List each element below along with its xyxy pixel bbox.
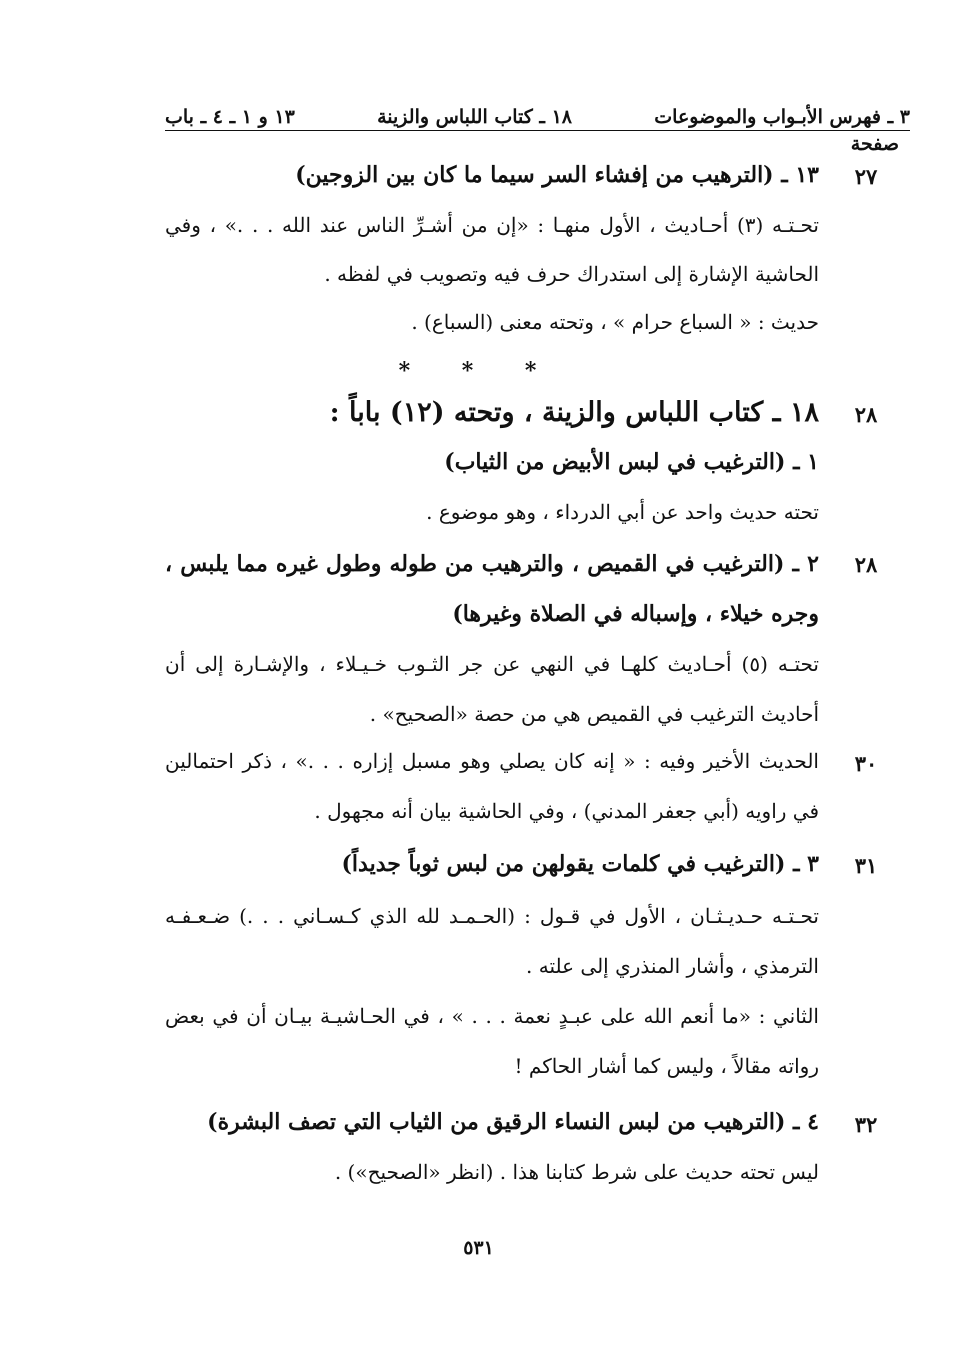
- entry-page-number: ٢٨: [854, 552, 878, 577]
- section-separator: * * *: [398, 358, 559, 384]
- book-heading: ١٨ ـ كتاب اللباس والزينة ، وتحته (١٢) باباً :: [329, 397, 819, 428]
- entry-text-line: الحاشية الإشارة إلى استدراك حرف فيه وتصويب في لفظه .: [324, 262, 819, 286]
- header-rule: [165, 130, 910, 131]
- entry-text-line: تحتـه (٥) أحـاديث كلهـا في النهي عن جر الثـوب خـيـلاء ، والإشـارة إلى أن: [165, 652, 819, 676]
- page-column-label: صفحة: [850, 133, 899, 155]
- entry-text-line: تحـتـه (٣) أحـاديث ، الأول منهـا : «إن من أشـرِّ الناس عند الله . . .» ، وفي: [165, 213, 819, 237]
- entry-page-number: ٣٢: [854, 1112, 878, 1137]
- entry-heading: ٣ ـ (الترغيب في كلمات يقولهن من لبس ثوباً جديداً): [341, 851, 819, 877]
- entry-heading: ٤ ـ (الترهيب من لبس النساء الرقيق من الثياب التي تصف البشرة): [207, 1109, 819, 1135]
- entry-text-line: تحته حديث واحد عن أبي الدرداء ، وهو موضوع .: [426, 500, 819, 524]
- entry-heading: ٢ ـ (الترغيب في القميص ، والترهيب من طوله وطول غيره مما يلبس ،: [165, 551, 819, 577]
- entry-heading: ١٣ ـ (الترهيب من إفشاء السر سيما ما كان بين الزوجين): [295, 162, 819, 188]
- page-number: ٥٣١: [463, 1237, 494, 1259]
- header-chapter-range: ١٣ و ١ ـ ٤ ـ باب: [165, 106, 295, 128]
- entry-text-line: الثاني : «ما أنعم الله على عبـدٍ نعمة . . . » ، في الحـاشيـة بيـان أن في بعض: [165, 1004, 819, 1028]
- entry-text-line: الحديث الأخير وفيه : « إنه كان يصلي وهو مسبل إزاره . . .» ، ذكر احتمالين: [165, 749, 819, 773]
- entry-page-number: ٢٧: [854, 164, 878, 189]
- entry-page-number: ٢٨: [854, 402, 878, 427]
- entry-text-line: ليس تحته حديث على شرط كتابنا هذا . (انظر «الصحيح») .: [334, 1160, 819, 1184]
- header-book-title: ١٨ ـ كتاب اللباس والزينة: [377, 106, 573, 128]
- entry-page-number: ٣٠: [854, 751, 878, 776]
- entry-heading: وجره خيلاء ، وإسباله في الصلاة وغيرها): [452, 601, 819, 627]
- entry-page-number: ٣١: [854, 853, 878, 878]
- entry-text-line: أحاديث الترغيب في القميص هي من حصة «الصحيح» .: [369, 702, 819, 726]
- running-header: [165, 96, 910, 128]
- header-section-title: ٣ ـ فهرس الأبـواب والموضوعات: [654, 106, 910, 128]
- entry-text-line: الترمذي ، وأشار المنذري إلى علته .: [526, 954, 819, 978]
- entry-heading: ١ ـ (الترغيب في لبس الأبيض من الثياب): [444, 449, 819, 475]
- entry-text-line: رواته مقالاً ، وليس كما أشار الحاكم !: [514, 1054, 819, 1078]
- entry-text-line: حديث : « السباع حرام » ، وتحته معنى (السباع) .: [411, 310, 819, 334]
- entry-text-line: في راويه (أبي جعفر المدني) ، وفي الحاشية بيان أنه مجهول .: [314, 799, 819, 823]
- entry-text-line: تحـتـه حـديـثـان ، الأول في قـول : (الحـمـد لله الذي كـسـاني . . .) ضـعـفـه: [165, 904, 819, 928]
